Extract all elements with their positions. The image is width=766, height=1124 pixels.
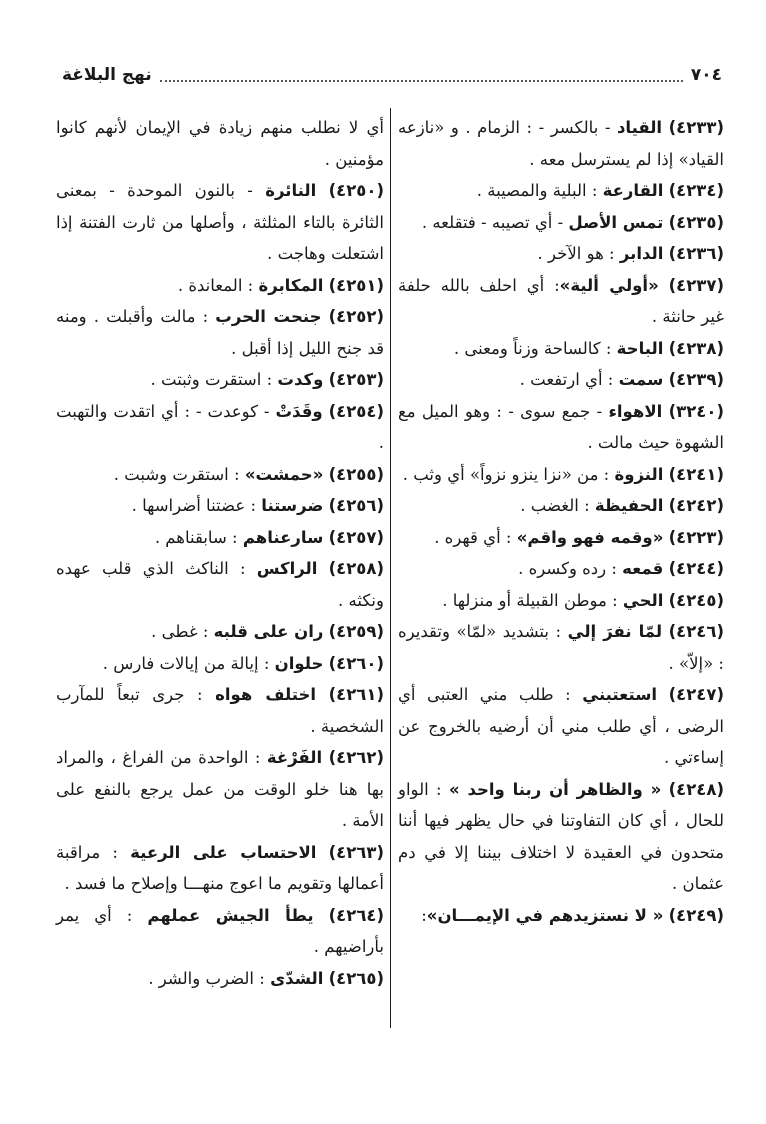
entry-definition: : استقرت وشبت . [113, 464, 245, 484]
entry-term: سمت [618, 370, 664, 389]
entry-number: (٤٢٦٢) [328, 748, 384, 767]
entry-term: « والظاهر أن ربنا واحد » [448, 779, 662, 799]
glossary-entry [56, 301, 384, 364]
glossary-entry [398, 175, 724, 207]
entry-term: ضرستنا [261, 496, 324, 515]
glossary-entry [56, 553, 384, 616]
entry-number: (٤٢٣٩) [668, 370, 724, 389]
entry-number: (٤٢٢٣) [668, 527, 724, 547]
entry-number: (٤٢٤٥) [668, 590, 724, 610]
entry-term: اختلف هواه [215, 685, 317, 704]
entry-definition: : الناكث الذي قلب عهده ونكثه . [56, 559, 384, 610]
entry-definition: : غطى . [151, 622, 214, 641]
entry-term: القارعة [602, 181, 664, 200]
entry-term: الشدّى [270, 968, 324, 988]
entry-number: (٤٢٣٣) [668, 118, 725, 137]
entry-term: استعتبني [582, 685, 658, 704]
glossary-entry [398, 207, 724, 239]
column-divider [390, 108, 391, 1028]
entry-term: «حمشت» [244, 464, 324, 484]
entry-term: الدابر [619, 244, 664, 263]
entry-definition: : إيالة من إيالات فارس . [102, 653, 275, 673]
entry-definition: : موطن القبيلة أو منزلها . [442, 590, 623, 610]
entry-term: القياد [616, 118, 663, 137]
glossary-entry [56, 522, 384, 554]
entry-definition: - بالنون الموحدة - بمعنى الثائرة بالتاء المثلثة ، وأصلها من ثارت الفتنة إذا اشتعلت وهاجت . [56, 181, 384, 263]
entry-number: (٤٢٥٧) [328, 527, 384, 547]
entry-number: (٤٢٤٢) [668, 496, 724, 515]
entry-term: المكابرة [258, 275, 324, 295]
entry-definition: : المعاندة . [177, 275, 259, 295]
entry-number: (٤٢٣٥) [668, 212, 724, 232]
entry-number: (٤٢٤٦) [668, 622, 724, 641]
entry-term: الباحة [616, 338, 664, 358]
entry-definition: : الواو للحال ، أي كان التفاوتنا في حال يظهر فيها أننا متحدون في العقيدة لا اختلاف بيننا إلا في دم عثمان . [398, 779, 724, 893]
entry-term: الفَرْغة [266, 748, 323, 767]
entry-number: (٤٢٤٨) [668, 779, 724, 799]
entry-definition: : بتشديد «لمّا» وتقديره : «إلاّ» . [398, 622, 724, 673]
entry-number: (٤٢٤٤) [668, 559, 724, 578]
entry-number: (٤٢٥٥) [328, 464, 384, 484]
entry-number: (٤٢٦٠) [328, 653, 384, 673]
glossary-entry [56, 837, 384, 900]
entry-number: (٤٢٦٥) [328, 968, 384, 988]
entry-definition: : عضتنا أضراسها . [131, 496, 262, 515]
entry-definition: : رده وكسره . [518, 559, 623, 578]
entry-term: الاهواء [608, 401, 663, 421]
entry-number: (٤٢٣٦) [668, 244, 724, 263]
entry-definition: : من «نزا ينزو نزواً» أي وثب . [402, 464, 615, 484]
entry-term: يطأ الجيش عملهم [147, 905, 314, 925]
glossary-entry [398, 238, 724, 270]
entry-definition: : البلية والمصيبة . [476, 181, 603, 200]
entry-term: وقَدَتْ [275, 401, 323, 421]
entry-term: ران على قلبه [213, 622, 324, 641]
glossary-entry [56, 112, 384, 175]
entry-term: «أولي ألية» [559, 275, 659, 295]
entry-definition: : جرى تبعاً للمآرب الشخصية . [56, 685, 384, 736]
header-dotted-rule [160, 80, 683, 82]
entry-number: (٤٢٣٧) [668, 275, 724, 295]
entry-number: (٣٢٤٠) [668, 401, 724, 421]
entry-term: النزوة [614, 464, 664, 484]
entry-term: لمّا نفرَ إلي [567, 622, 663, 641]
entry-term: الحي [622, 590, 664, 610]
entry-term: جنحت الحرب [215, 307, 322, 326]
entry-number: (٤٢٦٣) [328, 842, 384, 862]
glossary-entry [398, 553, 724, 585]
left-column [56, 112, 384, 994]
entry-definition: : سابقناهم . [154, 527, 243, 547]
entry-term: تمس الأصل [568, 212, 664, 232]
entry-number: (٤٢٦٤) [328, 905, 385, 925]
entry-number: (٤٢٥٠) [328, 181, 384, 200]
glossary-entry [56, 679, 384, 742]
entry-term: الاحتساب على الرعية [130, 842, 317, 862]
entry-term: وكدت [277, 370, 324, 389]
entry-definition: : أي قهره . [434, 527, 517, 547]
entry-definition: : طلب مني العتبى أي الرضى ، أي طلب مني أن أرضيه بالخروج عن إساءتي . [398, 685, 724, 767]
entry-term: قمعه [622, 559, 664, 578]
glossary-entry [56, 900, 384, 963]
glossary-entry [56, 648, 384, 680]
glossary-entry [398, 396, 724, 459]
entry-definition: : أي يمر بأراضيهم . [56, 905, 384, 956]
glossary-entry [398, 112, 724, 175]
glossary-entry [56, 963, 384, 995]
glossary-entry [56, 270, 384, 302]
entry-definition: : هو الآخر . [537, 244, 620, 263]
entry-definition: : مراقبة أعمالها وتقويم ما اعوج منهـــا وإصلاح ما فسد . [56, 842, 384, 893]
entry-term: الحفيظة [594, 496, 664, 515]
entry-number: (٤٢٥٢) [328, 307, 384, 326]
entry-definition: - جمع سوى - : وهو الميل مع الشهوة حيث مالت . [398, 401, 724, 452]
entry-definition: : الغضب . [520, 496, 595, 515]
page-number: ٧٠٤ [690, 65, 722, 85]
entry-definition: : أي ارتفعت . [519, 370, 619, 389]
running-title: نهج البلاغة [62, 65, 152, 85]
entry-definition: : [421, 905, 427, 925]
entry-definition: : أي احلف بالله حلفة غير حانثة . [398, 275, 724, 326]
entry-number: (٤٢٤١) [668, 464, 724, 484]
entry-definition: : استقرت وثبتت . [150, 370, 278, 389]
glossary-entry [56, 396, 384, 459]
entry-number: (٤٢٣٤) [668, 181, 724, 200]
glossary-entry [398, 900, 724, 932]
glossary-entry [398, 522, 724, 554]
entry-number: (٤٢٥٤) [328, 401, 384, 421]
entry-definition: : الواحدة من الفراغ ، والمراد بها هنا خلو الوقت من عمل يرجع بالنفع على الأمة . [56, 748, 384, 830]
page-header [62, 60, 722, 90]
glossary-entry [398, 774, 724, 900]
glossary-entry [398, 333, 724, 365]
entry-definition: - بالكسر - : الزمام . و «نازعه القياد» إذا لم يسترسل معه . [398, 118, 724, 169]
entry-definition: : مالت وأقبلت . ومنه قد جنح الليل إذا أقبل . [56, 307, 384, 358]
glossary-entry [398, 616, 724, 679]
entry-term: النائرة [265, 181, 317, 200]
entry-number: (٤٢٤٧) [668, 685, 724, 704]
entry-definition: - أي تصيبه - فتقلعه . [421, 212, 569, 232]
entry-number: (٤٢٦١) [328, 685, 384, 704]
entry-term: الراكس [256, 559, 318, 578]
glossary-entry [56, 459, 384, 491]
entry-number: (٤٢٣٨) [668, 338, 724, 358]
glossary-entry [398, 679, 724, 774]
entry-term: سارعناهم [242, 527, 324, 547]
entry-definition: : الضرب والشر . [148, 968, 271, 988]
entry-definition: أي لا نطلب منهم زيادة في الإيمان لأنهم كانوا مؤمنين . [56, 118, 384, 169]
entry-term: « لا نستزيدهم في الإيمـــان» [426, 905, 664, 925]
entry-number: (٤٢٥٦) [328, 496, 384, 515]
entry-term: «وقمه فهو واقم» [516, 527, 664, 547]
entry-number: (٤٢٥١) [328, 275, 384, 295]
glossary-entry [56, 175, 384, 270]
glossary-entry [56, 742, 384, 837]
glossary-entry [398, 490, 724, 522]
entry-number: (٤٢٥٩) [328, 622, 384, 641]
right-column [398, 112, 724, 931]
glossary-entry [398, 585, 724, 617]
entry-number: (٤٢٥٨) [328, 559, 384, 578]
entry-definition: : كالساحة وزناً ومعنى . [453, 338, 617, 358]
glossary-entry [398, 364, 724, 396]
glossary-entry [56, 616, 384, 648]
entry-definition: - كوعدت - : أي اتقدت والتهبت . [56, 401, 384, 452]
entry-number: (٤٢٥٣) [328, 370, 384, 389]
glossary-entry [398, 270, 724, 333]
glossary-entry [398, 459, 724, 491]
glossary-entry [56, 490, 384, 522]
entry-number: (٤٢٤٩) [668, 905, 724, 925]
entry-term: حلوان [274, 653, 324, 673]
glossary-entry [56, 364, 384, 396]
